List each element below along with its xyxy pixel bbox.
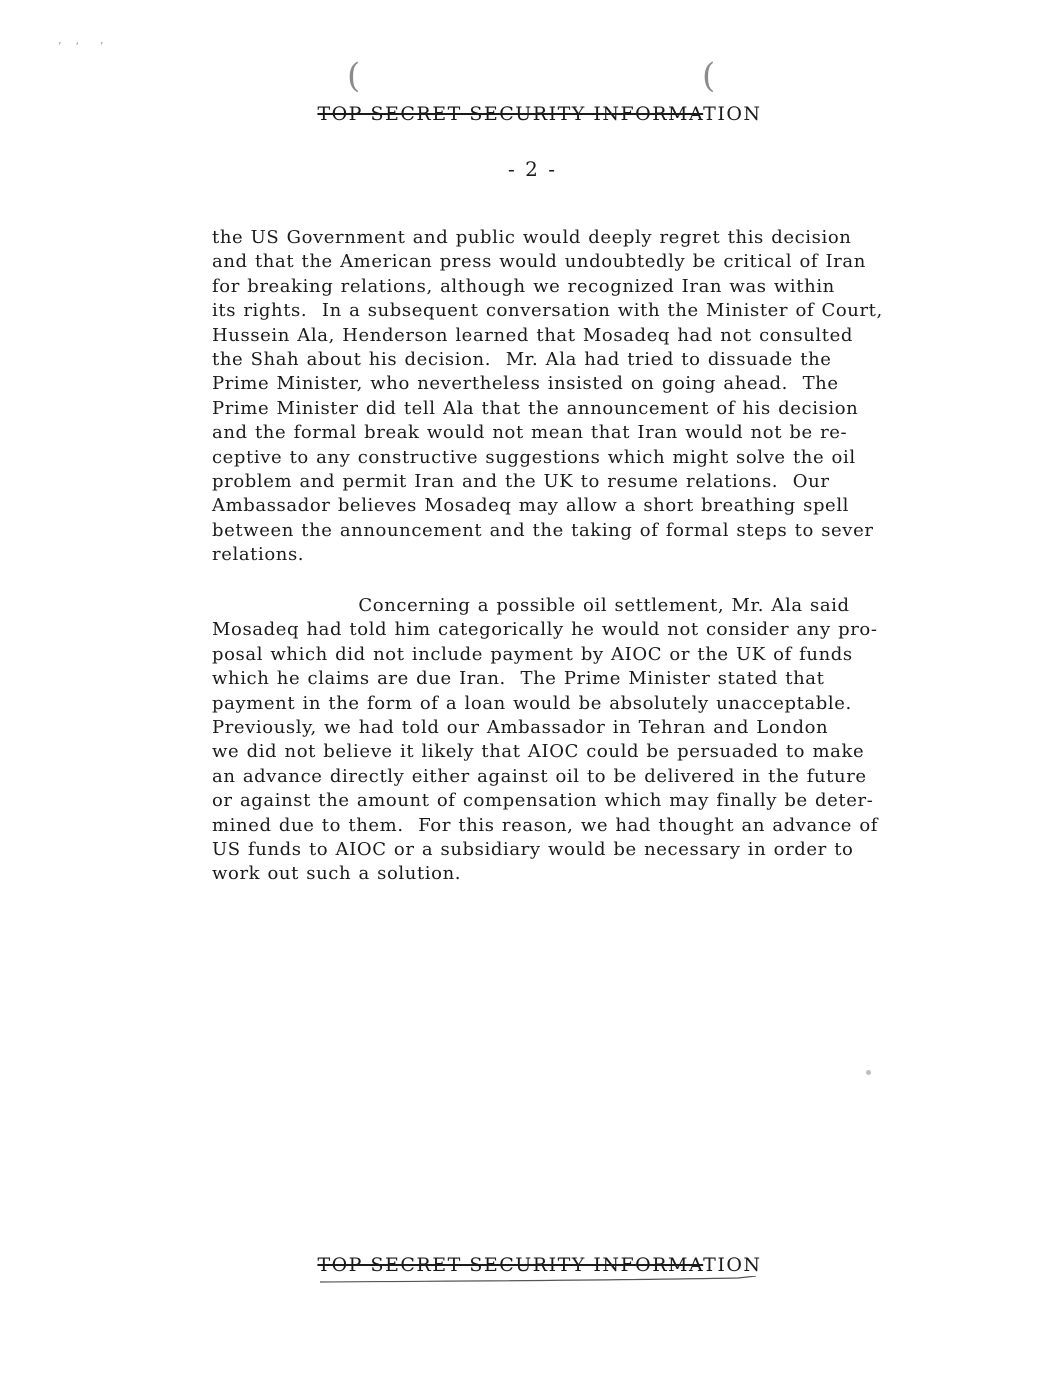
text-line: for breaking relations, although we recognized Iran was within [212,275,835,297]
paragraph-1 [212,226,972,568]
scan-mark-top-left: ’ ‘ ’ [58,40,104,53]
text-line: and that the American press would undoubtedly be critical of Iran [212,251,866,273]
text-line: we did not believe it likely that AIOC could be persuaded to make [212,741,865,763]
text-line: Prime Minister did tell Ala that the announcement of his decision [212,397,859,419]
text-line: the Shah about his decision. Mr. Ala had tried to dissuade the [212,349,832,371]
text-line: and the formal break would not mean that Iran would not be re- [212,422,848,444]
text-line: work out such a solution. [212,863,462,885]
text-line: mined due to them. For this reason, we had thought an advance of [212,814,879,836]
text-line: Prime Minister, who nevertheless insisted on going ahead. The [212,373,839,395]
text-line: an advance directly either against oil to be delivered in the future [212,765,867,787]
paragraph-2 [212,594,972,887]
text-line: Hussein Ala, Henderson learned that Mosadeq had not consulted [212,324,853,346]
text-line: Mosadeq had told him categorically he would not consider any pro- [212,619,878,641]
text-line: posal which did not include payment by AIOC or the UK of funds [212,643,853,665]
text-line: Previously, we had told our Ambassador in Tehran and London [212,717,829,739]
text-line: Concerning a possible oil settlement, Mr. Ala said [212,595,850,616]
classification-header-rest: TION [703,103,762,125]
handwritten-underline [318,1276,758,1284]
classification-header-struck: TOP SECRET SECURITY INFORMA [317,103,704,125]
text-line: relations. [212,544,305,566]
classification-header [18,103,1043,125]
classification-footer [18,1254,1043,1276]
text-line: between the announcement and the taking of formal steps to sever [212,519,874,541]
scan-speck [866,1070,871,1075]
text-line: problem and permit Iran and the UK to resume relations. Our [212,471,830,493]
classification-footer-rest: TION [703,1254,762,1276]
text-line: US funds to AIOC or a subsidiary would be necessary in order to [212,839,854,861]
text-line: its rights. In a subsequent conversation with the Minister of Court, [212,300,883,322]
classification-footer-struck: TOP SECRET SECURITY INFORMA [317,1254,704,1276]
text-line: the US Government and public would deeply regret this decision [212,227,852,248]
page-number: - 2 - [508,157,557,181]
text-line: which he claims are due Iran. The Prime Minister stated that [212,668,825,690]
text-line: or against the amount of compensation which may finally be deter- [212,790,874,812]
punch-hole-mark-left: ( [347,56,361,96]
text-line: Ambassador believes Mosadeq may allow a short breathing spell [212,495,850,517]
text-line: ceptive to any constructive suggestions which might solve the oil [212,446,856,468]
text-line: payment in the form of a loan would be absolutely unacceptable. [212,692,852,714]
punch-hole-mark-right: ( [702,56,716,96]
